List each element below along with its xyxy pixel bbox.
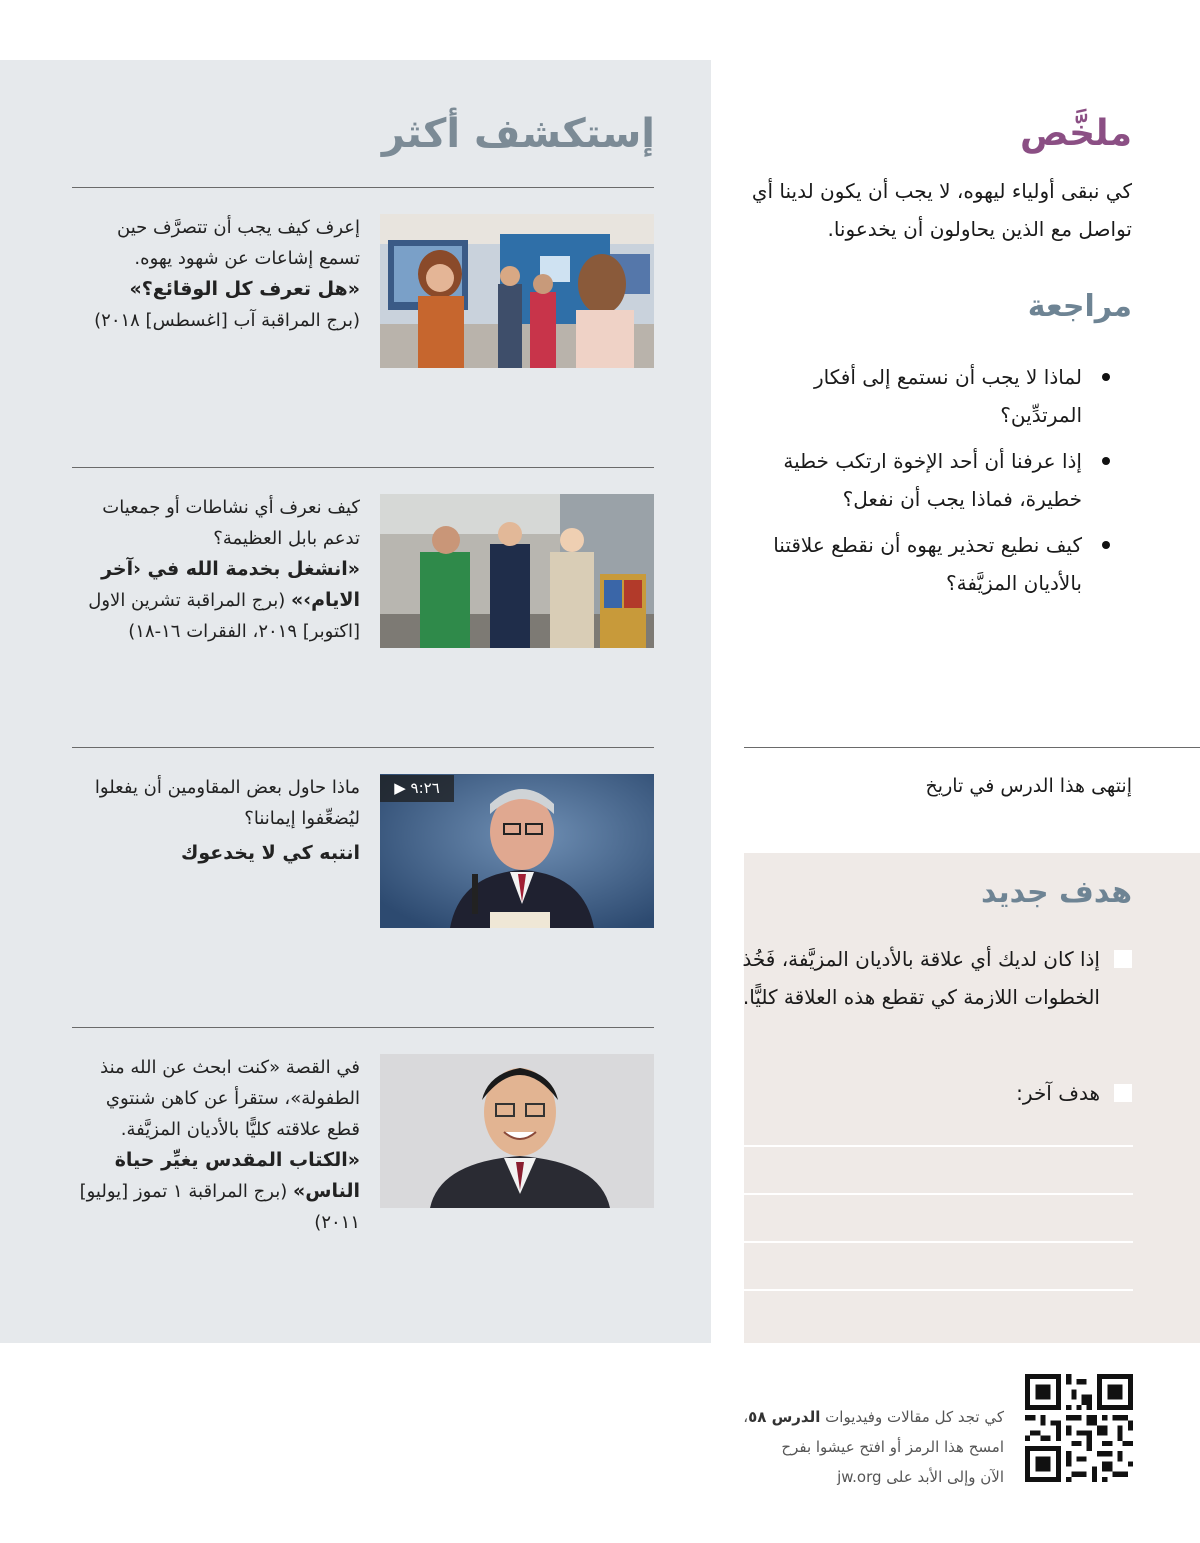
divider [72,467,654,468]
lesson-completed-date-label: إنتهى هذا الدرس في تاريخ [925,775,1132,797]
review-question-text: إذا عرفنا أن أحد الإخوة ارتكب خطية خطيرة، فماذا يجب أن نفعل؟ [783,449,1082,511]
review-question-text: لماذا لا يجب أن نستمع إلى أفكار المرتدِّين؟ [813,365,1082,427]
explore-item-text: ماذا حاول بعض المقاومين أن يفعلوا ليُضعِّفوا إيماننا؟ [94,777,360,829]
video-duration: ٩:٢٦ [410,779,440,797]
goal-writing-line[interactable] [744,1241,1133,1243]
divider [72,187,654,188]
summary-text: كي نبقى أولياء ليهوه، لا يجب أن يكون لدينا أي تواصل مع الذين يحاولون أن يخدعونا. [751,179,1132,241]
goal-item-text: هدف آخر: [1016,1081,1100,1105]
review-list [732,358,1132,610]
explore-item-link[interactable]: «الكتاب المقدس يغيِّر حياة الناس» [114,1149,360,1202]
explore-item-text: في القصة «كنت ابحث عن الله منذ الطفولة»، ستقرأ عن كاهن شنتوي قطع علاقته كليًّا بالأديان المزيَّفة. [100,1057,360,1140]
review-question-text: كيف نطيع تحذير يهوه أن نقطع علاقتنا بالأديان المزيَّفة؟ [773,533,1082,595]
explore-item-link[interactable]: انتبه كي لا يخدعوك [180,842,360,864]
explore-item-text: إعرف كيف يجب أن تتصرَّف حين تسمع إشاعات عن شهود يهوه. [117,217,360,269]
goal-checkbox[interactable] [1114,950,1132,968]
explore-title: إستكشف أكثر [381,111,655,157]
bullet-icon [1102,373,1110,381]
goal-item [720,940,1132,1016]
review-question [732,526,1132,602]
qr-code-icon[interactable] [1025,1374,1133,1482]
footer-link[interactable]: الآن وإلى الأبد على jw.org [837,1468,1004,1486]
explore-item [72,492,360,647]
people-with-phones-image[interactable] [380,214,654,368]
goal-item [900,1074,1132,1112]
summary-title: ملخَّص [1019,113,1132,154]
goal-writing-line[interactable] [744,1145,1133,1147]
bullet-icon [1102,541,1110,549]
goal-title: هدف جديد [981,875,1132,910]
goal-writing-line[interactable] [744,1193,1133,1195]
divider [744,747,1200,748]
footer-lesson-number: الدرس ٥٨ [748,1408,821,1426]
explore-item-source: (برج المراقبة تشرين الاول [اكتوبر] ٢٠١٩، الفقرات ١٦-١٨) [88,590,360,642]
explore-item-source: (برج المراقبة ١ تموز [يوليو] ٢٠١١) [79,1181,360,1233]
review-question [732,358,1132,434]
explore-item-link[interactable]: «هل تعرف كل الوقائع؟» [129,278,360,300]
footer-line: امسح هذا الرمز أو افتح عيشوا بفرح [781,1438,1004,1456]
footer-text [664,1402,1004,1492]
footer-line: كي تجد كل مقالات وفيديوات [825,1408,1004,1426]
explore-item-source: (برج المراقبة آب [اغسطس] ٢٠١٨) [94,310,360,331]
footer-punct: ، [743,1408,749,1426]
cart-witnessing-image[interactable] [380,494,654,648]
divider [72,747,654,748]
explore-item-link[interactable]: «انشغل بخدمة الله في ‹آخر الايام›» [101,558,360,611]
video-duration-badge [380,775,454,802]
play-icon[interactable]: ▶ [394,779,406,797]
goal-checkbox[interactable] [1114,1084,1132,1102]
explore-item [72,772,360,869]
goal-item-text: إذا كان لديك أي علاقة بالأديان المزيَّفة، فَخُذ الخطوات اللازمة كي تقطع هذه العلاقة كليًّا. [742,947,1100,1009]
explore-item [72,212,360,336]
divider [72,1027,654,1028]
smiling-man-portrait-image[interactable] [380,1054,654,1208]
review-question [732,442,1132,518]
review-title: مراجعة [1027,289,1132,324]
goal-writing-line[interactable] [744,1289,1133,1291]
explore-item-text: كيف نعرف أي نشاطات أو جمعيات تدعم بابل العظيمة؟ [102,497,360,549]
explore-item [72,1052,360,1238]
bullet-icon [1102,457,1110,465]
